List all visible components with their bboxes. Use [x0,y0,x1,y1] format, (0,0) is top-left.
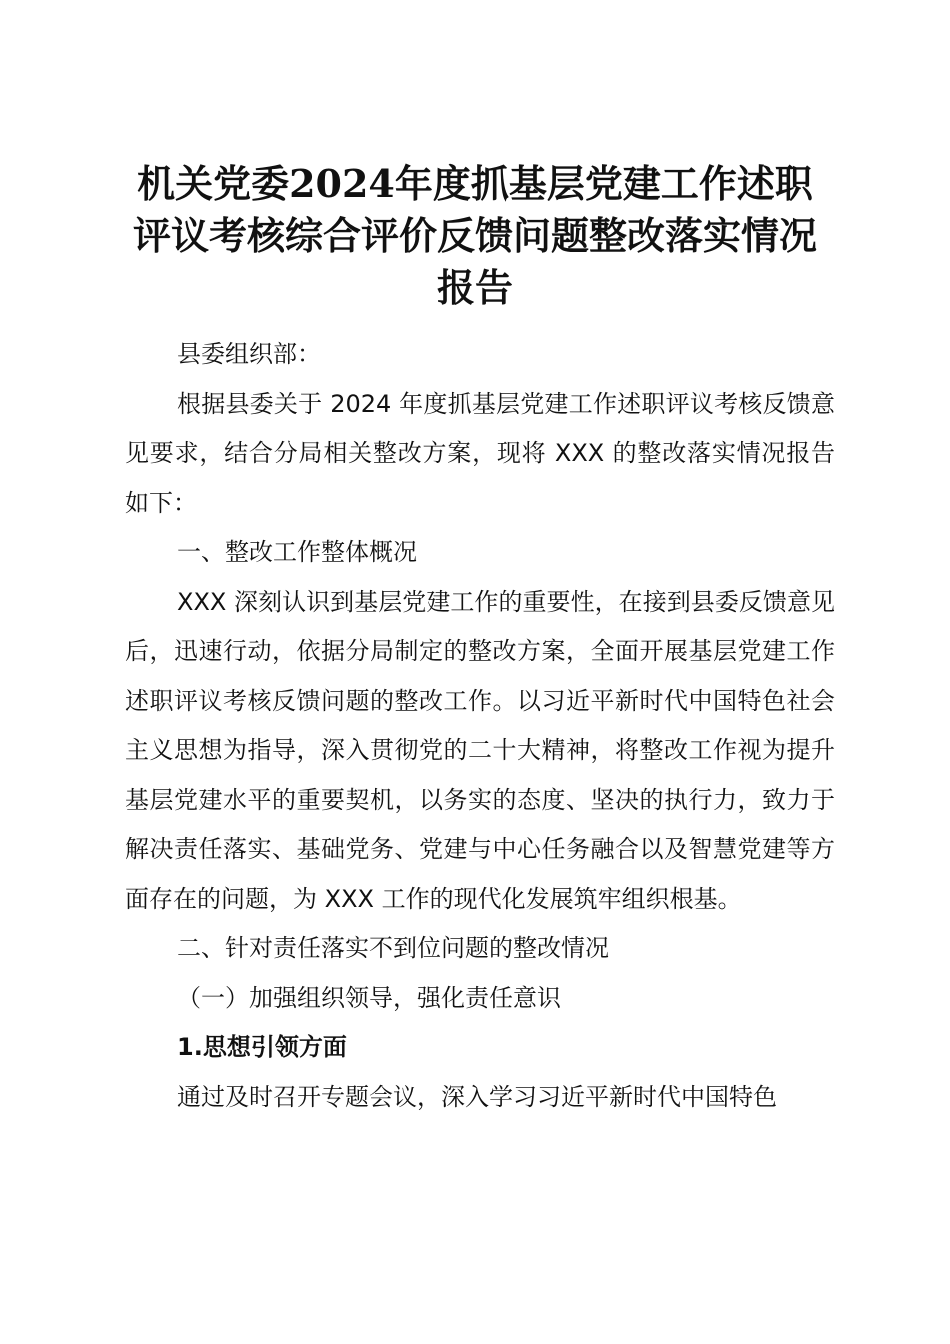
document-title: 机关党委2024年度抓基层党建工作述职评议考核综合评价反馈问题整改落实情况报告 [132,161,817,310]
point-heading-ideology: 1.思想引领方面 [177,1033,347,1061]
intro-paragraph: 根据县委关于 2024 年度抓基层党建工作述职评议考核反馈意见要求，结合分局相关整改方案，现将 XXX 的整改落实情况报告如下： [125,389,835,517]
subsection-heading-leadership: （一）加强组织领导，强化责任意识 [177,983,561,1012]
point-paragraph-ideology: 通过及时召开专题会议，深入学习习近平新时代中国特色 [177,1082,777,1111]
document-body [125,330,835,1122]
salutation: 县委组织部： [177,340,321,368]
overview-paragraph: XXX 深刻认识到基层党建工作的重要性，在接到县委反馈意见后，迅速行动，依据分局制定的整改方案，全面开展基层党建工作述职评议考核反馈问题的整改工作。以习近平新时代中国特色社会主义思想为指导，深入贯彻党的二十大精神，将整改工作视为提升基层党建水平的重要契机，以务实的态度、坚决的执行力，致力于解决责任落实、基础党务、党建与中心任务融合以及智慧党建等方面存在的问题，为 XXX 工作的现代化发展筑牢组织根基。 [125,587,835,913]
section-heading-responsibility: 二、针对责任落实不到位问题的整改情况 [177,934,609,962]
section-heading-overview: 一、整改工作整体概况 [177,538,417,566]
